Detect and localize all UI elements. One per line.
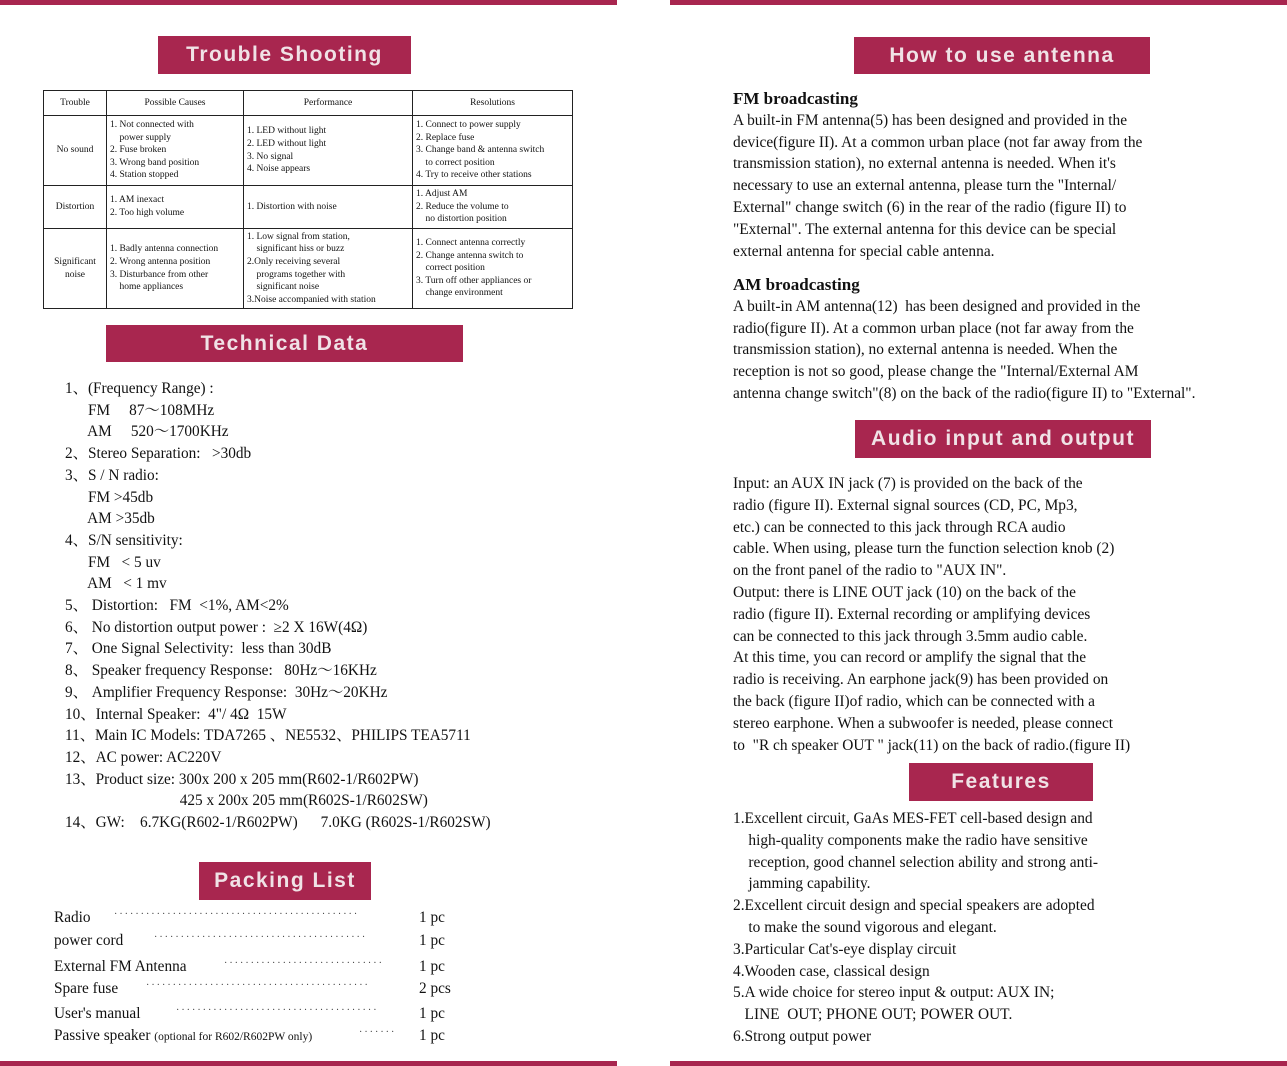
text-line: 1. Distortion with noise: [247, 201, 337, 212]
bottom-bar-right: [670, 1061, 1287, 1066]
text-line: 2. Replace fuse: [416, 132, 475, 143]
text-line: 3. Turn off other appliances or: [416, 275, 532, 286]
text-line: 2. Wrong antenna position: [110, 256, 211, 267]
packing-item-qty: 1 pc: [419, 958, 445, 975]
tech-spec-row: 11、Main IC Models: TDA7265 、NE5532、PHILIPS TEA5711: [65, 727, 471, 745]
trouble-shooting-table: [43, 90, 573, 309]
text-line: transmission station), no external antenna is needed. When it's: [733, 155, 1116, 173]
text-line: reception, good channel selection ability and strong anti-: [733, 853, 1098, 871]
resolutions-cell: [413, 116, 573, 186]
text-line: correct position: [416, 263, 485, 274]
text-line: External" change switch (6) in the rear of the radio (figure II) to: [733, 198, 1127, 216]
packing-item-qty: 1 pc: [419, 932, 445, 949]
text-line: the back (figure II)of radio, which can be connected with a: [733, 692, 1095, 710]
tech-spec-row: 1、(Frequency Range) :: [65, 380, 214, 397]
performance-cell: [244, 228, 413, 309]
text-line: 3.Noise accompanied with station: [247, 294, 376, 305]
packing-item-name: Radio: [54, 909, 91, 926]
text-line: noise: [64, 269, 86, 280]
text-line: At this time, you can record or amplify the signal that the: [733, 649, 1087, 667]
packing-item-qty: 1 pc: [419, 1027, 445, 1044]
table-header-row: [44, 91, 573, 116]
packing-item-qty: 1 pc: [419, 909, 445, 926]
text-line: etc.) can be connected to this jack through RCA audio: [733, 518, 1066, 536]
tech-spec-row: 13、Product size: 300x 200 x 205 mm(R602-1/R602PW): [65, 770, 419, 788]
resolutions-cell: [413, 228, 573, 309]
text-line: Significant: [54, 256, 96, 267]
dot-leader: ··············································: [114, 909, 360, 920]
dot-leader: ······································: [176, 1005, 379, 1016]
text-line: to "R ch speaker OUT " jack(11) on the back of radio.(figure II): [733, 736, 1131, 754]
tech-spec-row: FM >45db: [65, 488, 154, 506]
text-line: external antenna for special cable antenna.: [733, 242, 995, 260]
text-line: 3. Change band & antenna switch: [416, 145, 545, 156]
fm-body: [733, 110, 1142, 263]
text-line: 3. Wrong band position: [110, 157, 200, 168]
text-line: radio is receiving. An earphone jack(9) has been provided on: [733, 671, 1109, 689]
text-line: 2.Excellent circuit design and special speakers are adopted: [733, 897, 1095, 915]
resolutions-cell: [413, 186, 573, 229]
packing-item-name: Passive speaker: [54, 1027, 151, 1044]
header-packing-list: Packing List: [199, 862, 371, 900]
column-header: Performance: [244, 91, 413, 116]
text-line: significant hiss or buzz: [247, 244, 345, 255]
text-line: 2. Reduce the volume to: [416, 201, 509, 212]
packing-item-qty: 1 pc: [419, 1005, 445, 1022]
column-header: Trouble: [44, 91, 107, 116]
tech-spec-row: 7、 One Signal Selectivity: less than 30dB: [65, 640, 332, 658]
tech-spec-row: 425 x 200x 205 mm(R602S-1/R602SW): [65, 792, 428, 810]
tech-spec-row: FM < 5 uv: [65, 553, 161, 571]
text-line: 4. Try to receive other stations: [416, 170, 532, 181]
text-line: 2.Only receiving several: [247, 256, 341, 267]
text-line: Input: an AUX IN jack (7) is provided on the back of the: [733, 475, 1083, 492]
text-line: 6.Strong output power: [733, 1027, 872, 1045]
text-line: 1. Adjust AM: [416, 189, 468, 199]
text-line: device(figure II). At a common urban place (not far away from the: [733, 133, 1143, 151]
text-line: cable. When using, please turn the function selection knob (2): [733, 540, 1115, 558]
causes-cell: [107, 116, 244, 186]
dot-leader: ········································: [154, 932, 368, 943]
packing-item-name: External FM Antenna: [54, 958, 187, 975]
column-header: Resolutions: [413, 91, 573, 116]
causes-cell: [107, 228, 244, 309]
tech-spec-row: AM < 1 mv: [65, 575, 167, 593]
text-line: 2. Change antenna switch to: [416, 250, 524, 261]
table-row: [44, 116, 573, 186]
tech-spec-row: 2、Stereo Separation: >30db: [65, 445, 252, 463]
text-line: 1. Connect antenna correctly: [416, 238, 526, 249]
text-line: programs together with: [247, 269, 346, 280]
text-line: No sound: [56, 145, 94, 156]
packing-item-qty: 2 pcs: [419, 980, 451, 997]
text-line: "External". The external antenna for this device can be special: [733, 220, 1117, 238]
antenna-fm-section: [733, 88, 1142, 262]
tech-spec-row: 9、 Amplifier Frequency Response: 30Hz～20KHz: [65, 683, 388, 701]
list-item: [54, 1027, 445, 1045]
header-technical-data: Technical Data: [106, 325, 463, 362]
am-body: [733, 296, 1195, 405]
packing-item-name: User's manual: [54, 1005, 141, 1022]
text-line: Distortion: [55, 201, 95, 212]
am-title: AM broadcasting: [733, 275, 860, 294]
trouble-cell: [44, 186, 107, 229]
list-item: [54, 1005, 445, 1023]
top-bar-left: [0, 0, 617, 5]
text-line: significant noise: [247, 282, 320, 293]
packing-item-name: Spare fuse: [54, 980, 119, 997]
trouble-cell: [44, 116, 107, 186]
text-line: 5.A wide choice for stereo input & output: AUX IN;: [733, 984, 1055, 1002]
text-line: LINE OUT; PHONE OUT; POWER OUT.: [733, 1006, 1013, 1024]
packing-item-note: (optional for R602/R602PW only): [154, 1031, 313, 1043]
header-features: Features: [909, 763, 1093, 801]
text-line: no distortion position: [416, 214, 507, 225]
column-header: Possible Causes: [107, 91, 244, 116]
tech-spec-row: 3、S / N radio:: [65, 466, 159, 484]
tech-spec-row: 5、 Distortion: FM <1%, AM<2%: [65, 597, 289, 615]
antenna-am-section: [733, 274, 1195, 405]
tech-spec-row: 8、 Speaker frequency Response: 80Hz～16KHz: [65, 662, 377, 680]
causes-cell: [107, 186, 244, 229]
text-line: A built-in AM antenna(12) has been designed and provided in the: [733, 297, 1141, 315]
text-line: radio (figure II). External signal sources (CD, PC, Mp3,: [733, 496, 1078, 514]
text-line: antenna change switch"(8) on the back of the radio(figure II) to "External".: [733, 384, 1196, 402]
list-item: [54, 980, 451, 998]
text-line: radio(figure II). At a common urban place (not far away from the: [733, 319, 1134, 337]
performance-cell: [244, 186, 413, 229]
text-line: 1. Connect to power supply: [416, 120, 521, 131]
text-line: 1. Badly antenna connection: [110, 244, 219, 255]
tech-spec-row: 12、AC power: AC220V: [65, 748, 222, 766]
text-line: 1. LED without light: [247, 126, 327, 137]
text-line: 1.Excellent circuit, GaAs MES-FET cell-based design and: [733, 810, 1093, 827]
table-row: [44, 186, 573, 229]
header-audio-input-output: Audio input and output: [855, 420, 1151, 458]
text-line: 2. LED without light: [247, 138, 327, 149]
text-line: change environment: [416, 288, 503, 299]
text-line: jamming capability.: [733, 875, 871, 893]
text-line: 2. Too high volume: [110, 207, 185, 218]
text-line: 3. No signal: [247, 151, 294, 162]
text-line: 4. Noise appears: [247, 164, 311, 175]
text-line: necessary to use an external antenna, please turn the "Internal/: [733, 177, 1117, 195]
dot-leader: ··········································: [146, 980, 370, 991]
text-line: home appliances: [110, 282, 184, 293]
technical-data-list: [65, 378, 491, 834]
text-line: to correct position: [416, 157, 495, 168]
tech-spec-row: AM >35db: [65, 510, 155, 528]
text-line: A built-in FM antenna(5) has been designed and provided in the: [733, 111, 1128, 129]
packing-item-name: power cord: [54, 932, 124, 949]
features-body: [733, 808, 1098, 1048]
tech-spec-row: FM 87～108MHz: [65, 401, 215, 419]
header-how-to-use-antenna: How to use antenna: [854, 37, 1150, 74]
list-item: [54, 958, 445, 976]
text-line: 1. AM inexact: [110, 195, 165, 206]
text-line: 2. Fuse broken: [110, 145, 167, 156]
text-line: radio (figure II). External recording or amplifying devices: [733, 605, 1091, 623]
text-line: power supply: [110, 132, 171, 143]
dot-leader: ·······: [359, 1027, 397, 1038]
tech-spec-row: 4、S/N sensitivity:: [65, 531, 183, 549]
text-line: on the front panel of the radio to "AUX IN".: [733, 562, 1007, 580]
tech-spec-row: 14、GW: 6.7KG(R602-1/R602PW) 7.0KG (R602S-1/R602SW): [65, 814, 491, 832]
text-line: 3.Particular Cat's-eye display circuit: [733, 940, 957, 958]
fm-title: FM broadcasting: [733, 89, 858, 108]
tech-spec-row: 10、Internal Speaker: 4"/ 4Ω 15W: [65, 705, 287, 723]
list-item: [54, 932, 445, 950]
text-line: high-quality components make the radio have sensitive: [733, 831, 1088, 849]
text-line: transmission station), no external antenna is needed. When the: [733, 341, 1118, 359]
text-line: reception is not so good, please change the "Internal/External AM: [733, 363, 1139, 381]
text-line: 1. Not connected with: [110, 120, 194, 131]
bottom-bar-left: [0, 1061, 617, 1066]
table-row: [44, 228, 573, 309]
performance-cell: [244, 116, 413, 186]
trouble-cell: [44, 228, 107, 309]
header-trouble-shooting: Trouble Shooting: [158, 36, 411, 74]
tech-spec-row: 6、 No distortion output power : ≥2 X 16W(4Ω): [65, 618, 368, 636]
dot-leader: ······························: [224, 958, 384, 969]
top-bar-right: [670, 0, 1287, 5]
tech-spec-row: AM 520～1700KHz: [65, 423, 229, 441]
text-line: 4.Wooden case, classical design: [733, 962, 930, 980]
text-line: 4. Station stopped: [110, 170, 179, 181]
audio-body: [733, 473, 1130, 756]
text-line: Output: there is LINE OUT jack (10) on the back of the: [733, 583, 1076, 601]
text-line: can be connected to this jack through 3.5mm audio cable.: [733, 627, 1088, 645]
text-line: 3. Disturbance from other: [110, 269, 209, 280]
text-line: 1. Low signal from station,: [247, 231, 350, 242]
text-line: to make the sound vigorous and elegant.: [733, 918, 997, 936]
text-line: stereo earphone. When a subwoofer is needed, please connect: [733, 714, 1114, 732]
list-item: [54, 909, 445, 927]
